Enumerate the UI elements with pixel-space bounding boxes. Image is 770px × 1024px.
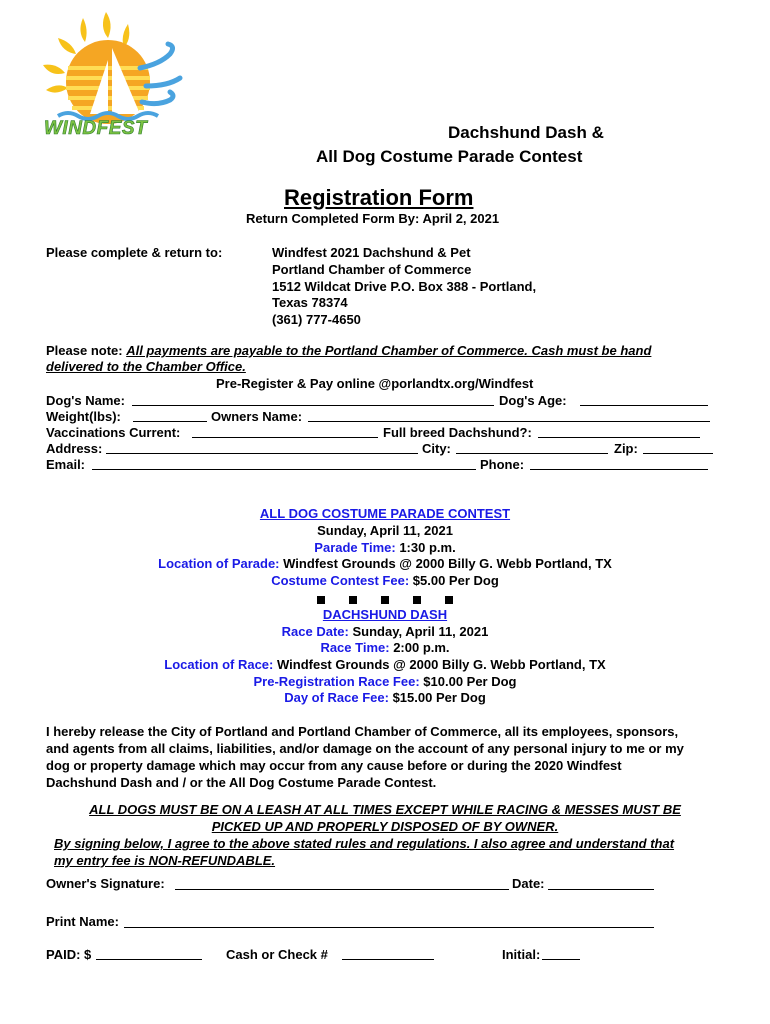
- prereg-fee-value: $10.00 Per Dog: [423, 674, 517, 689]
- square-bullet-icon: [413, 596, 421, 604]
- address-line: Texas 78374: [272, 295, 348, 311]
- dogs-name-label: Dog's Name:: [46, 393, 125, 408]
- release-line: dog or property damage which may occur from any cause before or during the 2020 Windfest: [46, 758, 622, 773]
- parade-date: Sunday, April 11, 2021: [317, 523, 453, 538]
- parade-time-value: 1:30 p.m.: [399, 540, 456, 555]
- dayof-fee: [0, 690, 770, 705]
- email-label: Email:: [46, 457, 86, 472]
- race-date-label: Race Date:: [281, 624, 353, 639]
- race-date-value: Sunday, April 11, 2021: [352, 624, 489, 639]
- city-label: City:: [422, 441, 451, 456]
- square-bullet-icon: [445, 596, 453, 604]
- weight-field[interactable]: [133, 421, 207, 422]
- dayof-fee-value: $15.00 Per Dog: [392, 690, 486, 705]
- initial-label: Initial:: [502, 947, 541, 962]
- zip-field[interactable]: [643, 453, 713, 454]
- dogs-name-field[interactable]: [132, 405, 494, 406]
- paid-label: PAID: $: [46, 947, 92, 962]
- print-name-field[interactable]: [124, 927, 654, 928]
- event-title-line2: All Dog Costume Parade Contest: [316, 147, 583, 166]
- prereg-fee: [0, 674, 770, 689]
- print-name-label: Print Name:: [46, 914, 119, 929]
- race-date: [0, 624, 770, 639]
- address-line: Portland Chamber of Commerce: [272, 261, 472, 277]
- race-location: [0, 657, 770, 672]
- race-time: [0, 640, 770, 655]
- note-prefix: Please note:: [46, 343, 127, 358]
- rules-line1: ALL DOGS MUST BE ON A LEASH AT ALL TIMES EXCEPT WHILE RACING & MESSES MUST BE: [89, 802, 681, 817]
- owners-signature-field[interactable]: [175, 889, 509, 890]
- owners-name-label: Owners Name:: [211, 409, 303, 424]
- owners-name-field[interactable]: [308, 421, 710, 422]
- logo-text: WINDFEST: [44, 118, 148, 139]
- full-breed-field[interactable]: [538, 437, 700, 438]
- signature-date-label: Date:: [512, 876, 545, 891]
- parade-heading: ALL DOG COSTUME PARADE CONTEST: [259, 506, 511, 521]
- paid-field[interactable]: [96, 959, 202, 960]
- payment-note: [46, 343, 726, 358]
- parade-location: [0, 556, 770, 571]
- parade-time-label: Parade Time:: [314, 540, 400, 555]
- rules-line2: PICKED UP AND PROPERLY DISPOSED OF BY OWNER.: [211, 819, 559, 834]
- phone-label: Phone:: [480, 457, 525, 472]
- square-bullet-icon: [317, 596, 325, 604]
- release-text: [46, 723, 684, 791]
- race-time-label: Race Time:: [320, 640, 394, 655]
- divider-bullets: [0, 592, 770, 606]
- owners-signature-label: Owner's Signature:: [46, 876, 165, 891]
- rules-line3: By signing below, I agree to the above stated rules and regulations. I also agree and understand that: [54, 836, 675, 851]
- dogs-age-field[interactable]: [580, 405, 708, 406]
- parade-location-label: Location of Parade:: [158, 556, 284, 571]
- parade-time: [0, 540, 770, 555]
- dash-heading: DACHSHUND DASH: [322, 607, 448, 622]
- dogs-age-label: Dog's Age:: [499, 393, 567, 408]
- note-line2: delivered to the Chamber Office.: [46, 359, 246, 374]
- parade-fee-value: $5.00 Per Dog: [412, 573, 499, 588]
- address-line: 1512 Wildcat Drive P.O. Box 388 - Portland,: [272, 278, 537, 294]
- square-bullet-icon: [349, 596, 357, 604]
- signature-date-field[interactable]: [548, 889, 654, 890]
- race-location-value: Windfest Grounds @ 2000 Billy G. Webb Portland, TX: [276, 657, 606, 672]
- city-field[interactable]: [456, 453, 608, 454]
- parade-fee: [0, 573, 770, 588]
- parade-location-value: Windfest Grounds @ 2000 Billy G. Webb Portland, TX: [283, 556, 612, 571]
- parade-fee-label: Costume Contest Fee:: [271, 573, 413, 588]
- cash-check-label: Cash or Check #: [226, 947, 328, 962]
- address-label: Address:: [46, 441, 103, 456]
- email-field[interactable]: [92, 469, 476, 470]
- pay-online: Pre-Register & Pay online @porlandtx.org/Windfest: [216, 376, 534, 391]
- windfest-logo: [28, 10, 193, 140]
- check-number-field[interactable]: [342, 959, 434, 960]
- weight-label: Weight(lbs):: [46, 409, 121, 424]
- vaccinations-label: Vaccinations Current:: [46, 425, 181, 440]
- return-to-address: [272, 245, 536, 329]
- phone-field[interactable]: [530, 469, 708, 470]
- address-line: (361) 777-4650: [272, 312, 361, 328]
- event-title-line1: Dachshund Dash &: [448, 123, 604, 142]
- address-field[interactable]: [106, 453, 418, 454]
- form-title: Registration Form: [284, 185, 474, 210]
- race-location-label: Location of Race:: [164, 657, 277, 672]
- zip-label: Zip:: [614, 441, 638, 456]
- return-by: Return Completed Form By: April 2, 2021: [246, 211, 500, 226]
- return-to-label: Please complete & return to:: [46, 245, 223, 260]
- initial-field[interactable]: [542, 959, 580, 960]
- prereg-fee-label: Pre-Registration Race Fee:: [253, 674, 424, 689]
- address-line: Windfest 2021 Dachshund & Pet: [272, 245, 471, 260]
- release-line: and agents from all claims, liabilities, and/or damage on the account of any personal injury to me or my: [46, 741, 684, 756]
- note-line1: All payments are payable to the Portland Chamber of Commerce. Cash must be hand: [126, 343, 652, 358]
- release-line: Dachshund Dash and / or the All Dog Costume Parade Contest.: [46, 775, 437, 790]
- dayof-fee-label: Day of Race Fee:: [284, 690, 393, 705]
- release-line: I hereby release the City of Portland and Portland Chamber of Commerce, all its employees, sponsors,: [46, 724, 679, 739]
- square-bullet-icon: [381, 596, 389, 604]
- vaccinations-field[interactable]: [192, 437, 378, 438]
- race-time-value: 2:00 p.m.: [393, 640, 450, 655]
- rules-line4: my entry fee is NON-REFUNDABLE.: [54, 853, 276, 868]
- full-breed-label: Full breed Dachshund?:: [383, 425, 532, 440]
